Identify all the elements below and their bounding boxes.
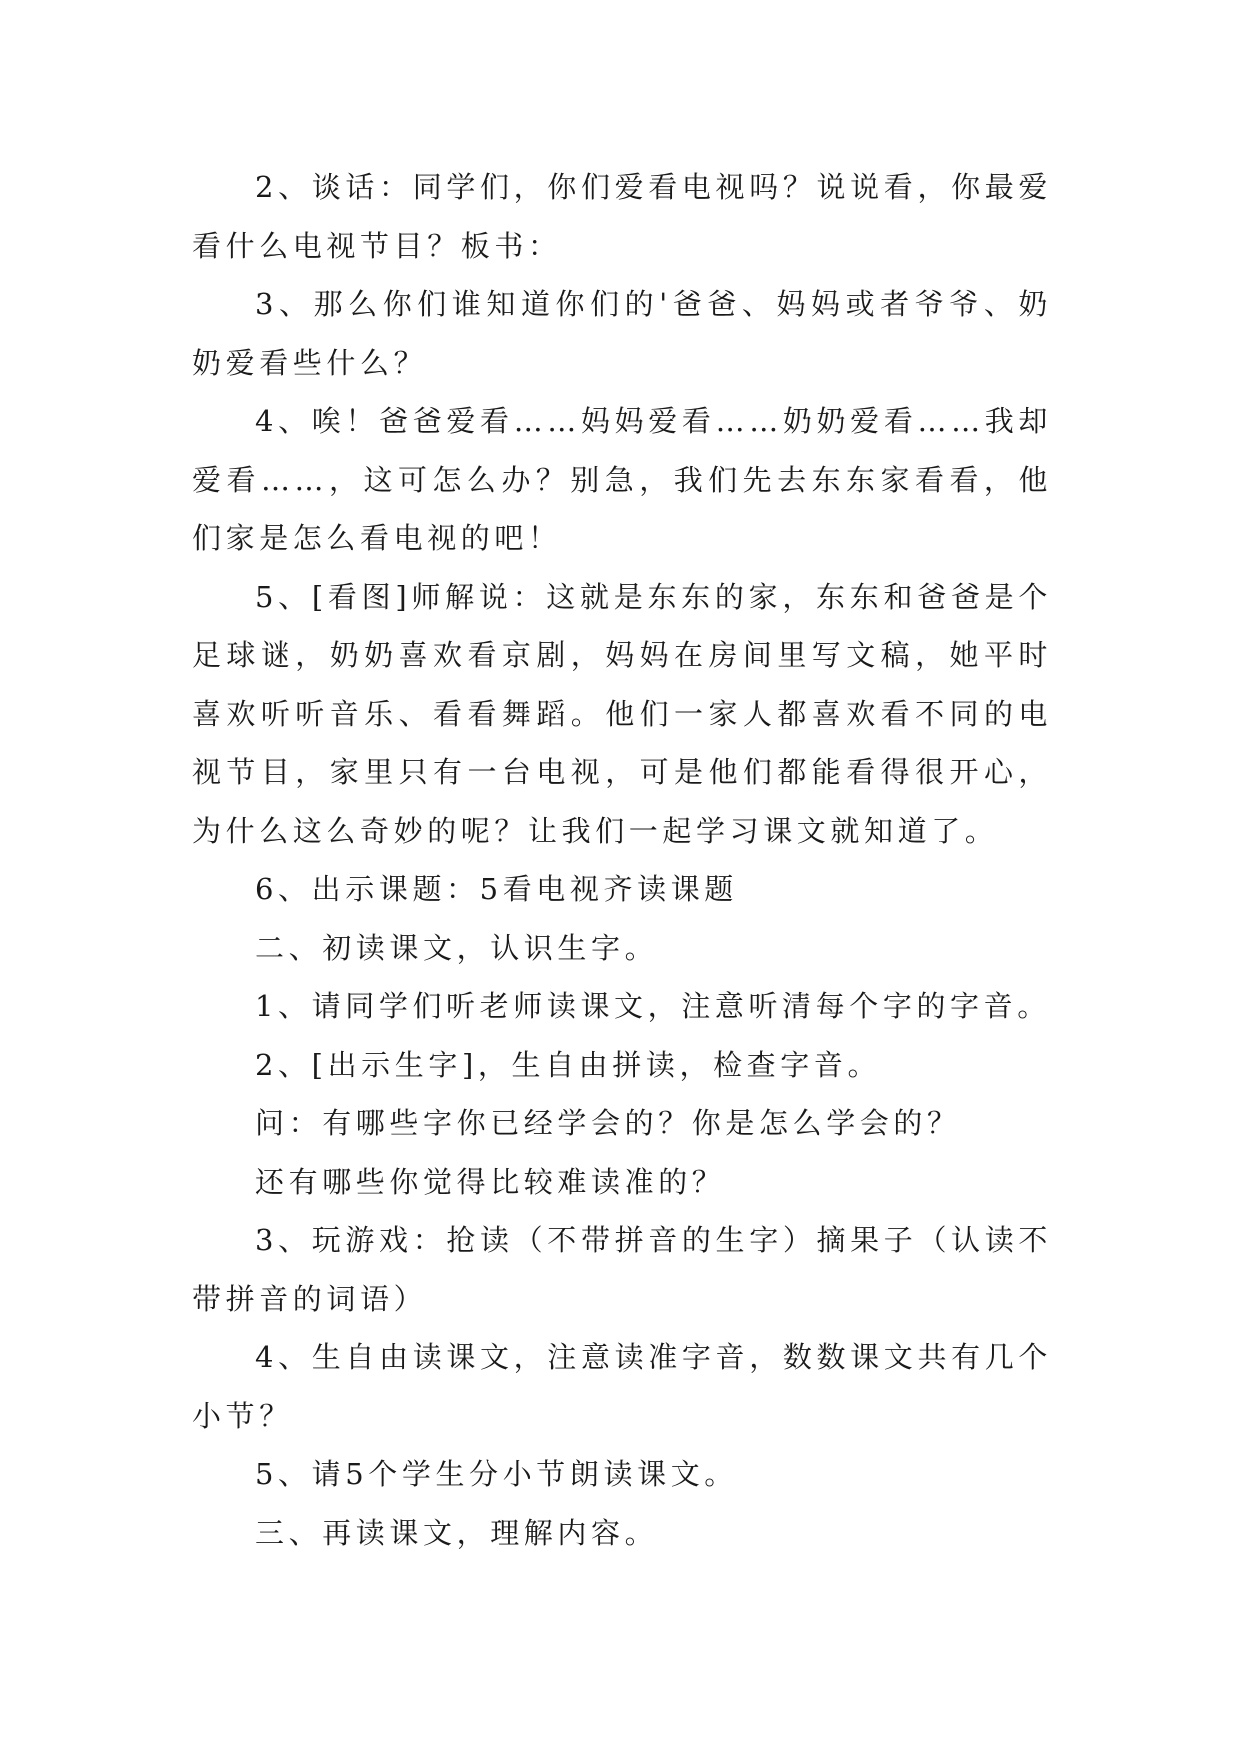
section-heading-second-reading: 三、再读课文，理解内容。 <box>255 1515 659 1550</box>
paragraph-show-title: 6、出示课题：5看电视齐读课题 <box>255 872 738 906</box>
paragraph-question-difficult: 还有哪些你觉得比较难读准的？ <box>255 1164 726 1199</box>
paragraph-free-reading: 4、生自由读课文，注意读准字音，数数课文共有几个小节？ <box>192 1340 1052 1433</box>
document-body <box>192 158 1052 1562</box>
paragraph-question-learned: 问：有哪些字你已经学会的？你是怎么学会的？ <box>255 1106 961 1140</box>
paragraph-show-new-words: 2、[出示生字]，生自由拼读，检查字音。 <box>255 1047 882 1082</box>
paragraph-picture-explanation: 5、[看图]师解说：这就是东东的家，东东和爸爸是个足球谜，奶奶喜欢看京剧，妈妈在房间里写文稿，她平时喜欢听听音乐、看看舞蹈。他们一家人都喜欢看不同的电视节目，家里只有一台电视，可是他们都能看得很开心，为什么这么奇妙的呢？让我们一起学习课文就知道了。 <box>192 579 1052 848</box>
section-heading-first-reading: 二、初读课文，认识生字。 <box>255 930 659 965</box>
paragraph-sigh: 4、唉！爸爸爱看……妈妈爱看……奶奶爱看……我却爱看……，这可怎么办？别急，我们先去东东家看看，他们家是怎么看电视的吧！ <box>192 404 1052 555</box>
paragraph-parents-question: 3、那么你们谁知道你们的'爸爸、妈妈或者爷爷、奶奶爱看些什么？ <box>192 287 1052 380</box>
paragraph-listen-teacher: 1、请同学们听老师读课文，注意听清每个字的字音。 <box>255 989 1051 1023</box>
paragraph-section-reading: 5、请5个学生分小节朗读课文。 <box>255 1457 738 1491</box>
paragraph-game: 3、玩游戏：抢读（不带拼音的生字）摘果子（认读不带拼音的词语） <box>192 1223 1052 1316</box>
paragraph-talk: 2、谈话：同学们，你们爱看电视吗？说说看，你最爱看什么电视节目？板书： <box>192 170 1052 263</box>
